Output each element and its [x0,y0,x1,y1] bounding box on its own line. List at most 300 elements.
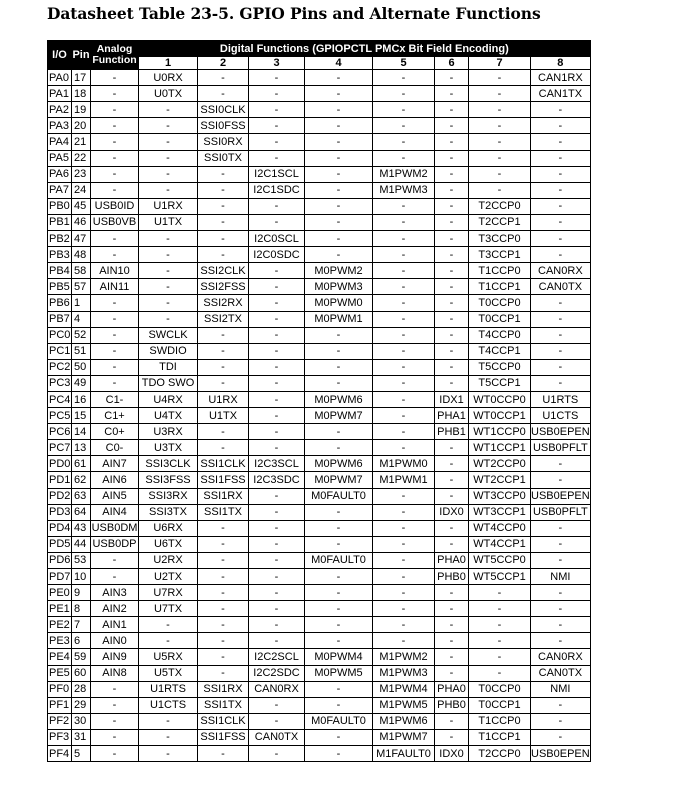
cell-func-6: - [435,102,469,118]
cell-func-8: - [531,327,591,343]
cell-func-8: - [531,247,591,263]
cell-func-4: - [305,150,373,166]
cell-io-name: PB3 [48,247,72,263]
table-row [48,134,591,150]
cell-analog-function: - [91,375,139,391]
cell-func-8: - [531,359,591,375]
cell-func-5: - [373,424,435,440]
cell-func-3: - [249,102,305,118]
cell-io-name: PE3 [48,633,72,649]
cell-func-2: SSI0FSS [198,118,249,134]
cell-func-7: WT5CCP0 [469,552,531,568]
header-col-1: 1 [139,57,198,70]
cell-func-1: - [139,247,198,263]
cell-io-name: PB0 [48,198,72,214]
cell-io-name: PD6 [48,552,72,568]
cell-analog-function: - [91,327,139,343]
cell-func-3: - [249,375,305,391]
cell-func-6: - [435,729,469,745]
cell-func-4: - [305,86,373,102]
table-row [48,166,591,182]
cell-func-1: - [139,746,198,762]
cell-func-1: U1RTS [139,681,198,697]
cell-analog-function: AIN5 [91,488,139,504]
cell-func-7: T2CCP0 [469,746,531,762]
cell-func-1: U1RX [139,198,198,214]
cell-func-6: PHA0 [435,552,469,568]
header-pin: Pin [72,41,91,70]
cell-func-1: U2TX [139,569,198,585]
cell-func-2: - [198,343,249,359]
cell-analog-function: AIN2 [91,601,139,617]
table-row [48,536,591,552]
cell-func-1: U3RX [139,424,198,440]
header-col-3: 3 [249,57,305,70]
cell-io-name: PF3 [48,729,72,745]
cell-func-3: - [249,263,305,279]
cell-analog-function: AIN9 [91,649,139,665]
cell-analog-function: AIN10 [91,263,139,279]
cell-pin-number: 53 [72,552,91,568]
cell-func-8: - [531,536,591,552]
cell-analog-function: USB0VB [91,214,139,230]
cell-func-3: - [249,440,305,456]
cell-func-3: I2C3SDC [249,472,305,488]
cell-pin-number: 23 [72,166,91,182]
cell-func-2: SSI1FSS [198,472,249,488]
cell-func-5: - [373,569,435,585]
cell-func-7: - [469,601,531,617]
cell-pin-number: 17 [72,70,91,86]
cell-func-2: - [198,520,249,536]
cell-func-2: - [198,86,249,102]
cell-func-5: - [373,359,435,375]
cell-pin-number: 4 [72,311,91,327]
table-row [48,214,591,230]
cell-func-8: - [531,617,591,633]
table-row [48,713,591,729]
cell-func-8: CAN0TX [531,665,591,681]
cell-func-6: - [435,166,469,182]
cell-func-4: - [305,746,373,762]
table-row [48,585,591,601]
table-row [48,343,591,359]
cell-io-name: PC6 [48,424,72,440]
cell-func-2: SSI1RX [198,488,249,504]
cell-io-name: PB2 [48,231,72,247]
cell-func-8: - [531,182,591,198]
cell-func-4: M0PWM7 [305,408,373,424]
cell-pin-number: 13 [72,440,91,456]
cell-func-1: U6RX [139,520,198,536]
cell-pin-number: 29 [72,697,91,713]
cell-func-6: - [435,247,469,263]
cell-func-7: T0CCP1 [469,311,531,327]
cell-func-6: - [435,617,469,633]
cell-func-5: - [373,327,435,343]
cell-func-2: SSI0CLK [198,102,249,118]
cell-func-1: U5TX [139,665,198,681]
cell-func-2: SSI2CLK [198,263,249,279]
cell-func-8: - [531,729,591,745]
cell-func-6: - [435,472,469,488]
header-col-5: 5 [373,57,435,70]
cell-func-6: IDX0 [435,504,469,520]
cell-func-7: WT1CCP0 [469,424,531,440]
cell-func-4: M0FAULT0 [305,552,373,568]
cell-func-2: - [198,633,249,649]
cell-analog-function: - [91,729,139,745]
cell-func-8: NMI [531,569,591,585]
cell-func-8: USB0EPEN [531,488,591,504]
table-row [48,375,591,391]
cell-func-4: - [305,601,373,617]
cell-func-4: - [305,504,373,520]
cell-func-1: SSI3TX [139,504,198,520]
cell-func-7: WT0CCP1 [469,408,531,424]
cell-func-4: - [305,102,373,118]
cell-func-7: T2CCP1 [469,214,531,230]
cell-func-4: - [305,536,373,552]
cell-pin-number: 9 [72,585,91,601]
cell-func-2: U1TX [198,408,249,424]
cell-analog-function: C1+ [91,408,139,424]
cell-func-3: I2C1SDC [249,182,305,198]
cell-func-6: - [435,231,469,247]
cell-func-5: - [373,134,435,150]
cell-func-7: - [469,118,531,134]
cell-func-4: - [305,440,373,456]
cell-func-5: - [373,150,435,166]
cell-func-7: - [469,633,531,649]
cell-func-3: - [249,424,305,440]
cell-io-name: PD0 [48,456,72,472]
cell-pin-number: 10 [72,569,91,585]
cell-func-6: - [435,440,469,456]
cell-io-name: PC4 [48,391,72,407]
cell-func-3: - [249,520,305,536]
cell-func-6: - [435,456,469,472]
cell-func-6: - [435,359,469,375]
cell-func-7: - [469,585,531,601]
cell-func-6: - [435,665,469,681]
cell-func-7: WT2CCP1 [469,472,531,488]
cell-analog-function: - [91,118,139,134]
cell-analog-function: - [91,86,139,102]
cell-func-8: - [531,697,591,713]
cell-func-8: CAN1TX [531,86,591,102]
cell-func-4: - [305,198,373,214]
cell-func-7: WT2CCP0 [469,456,531,472]
cell-func-2: SSI2RX [198,295,249,311]
cell-analog-function: - [91,552,139,568]
cell-io-name: PD4 [48,520,72,536]
cell-func-1: SSI3CLK [139,456,198,472]
cell-func-8: - [531,601,591,617]
cell-analog-function: - [91,746,139,762]
cell-func-3: - [249,134,305,150]
cell-func-5: - [373,601,435,617]
cell-func-4: - [305,520,373,536]
table-row [48,617,591,633]
cell-func-6: - [435,70,469,86]
cell-analog-function: AIN1 [91,617,139,633]
cell-func-6: - [435,86,469,102]
cell-func-5: - [373,375,435,391]
cell-pin-number: 30 [72,713,91,729]
cell-func-8: - [531,472,591,488]
table-row [48,601,591,617]
cell-func-6: - [435,150,469,166]
cell-func-4: - [305,729,373,745]
cell-func-7: T5CCP0 [469,359,531,375]
cell-func-6: - [435,182,469,198]
cell-func-5: - [373,231,435,247]
cell-pin-number: 19 [72,102,91,118]
cell-func-6: - [435,633,469,649]
cell-func-3: I2C0SDC [249,247,305,263]
table-row [48,552,591,568]
cell-func-5: - [373,488,435,504]
cell-io-name: PF2 [48,713,72,729]
cell-func-4: - [305,70,373,86]
cell-func-3: CAN0RX [249,681,305,697]
cell-func-5: - [373,617,435,633]
cell-func-5: M1PWM6 [373,713,435,729]
cell-func-2: SSI0TX [198,150,249,166]
cell-func-1: SWDIO [139,343,198,359]
cell-func-7: T1CCP0 [469,713,531,729]
cell-pin-number: 28 [72,681,91,697]
table-row [48,440,591,456]
cell-func-4: M0PWM1 [305,311,373,327]
cell-func-8: - [531,118,591,134]
cell-func-3: I2C1SCL [249,166,305,182]
gpio-table [47,40,591,762]
cell-func-7: - [469,150,531,166]
cell-io-name: PA6 [48,166,72,182]
cell-io-name: PC0 [48,327,72,343]
cell-io-name: PE5 [48,665,72,681]
cell-func-4: - [305,681,373,697]
cell-func-2: - [198,375,249,391]
cell-func-1: - [139,263,198,279]
cell-func-7: T2CCP0 [469,198,531,214]
cell-func-8: CAN0RX [531,649,591,665]
cell-func-4: - [305,585,373,601]
cell-io-name: PE4 [48,649,72,665]
cell-func-4: - [305,697,373,713]
cell-func-5: M1PWM0 [373,456,435,472]
cell-func-3: - [249,585,305,601]
cell-func-8: CAN0TX [531,279,591,295]
cell-func-8: - [531,102,591,118]
cell-func-3: CAN0TX [249,729,305,745]
cell-func-5: M1PWM3 [373,182,435,198]
cell-func-4: M0PWM5 [305,665,373,681]
cell-analog-function: AIN0 [91,633,139,649]
cell-func-8: USB0EPEN [531,746,591,762]
cell-func-6: - [435,295,469,311]
cell-analog-function: - [91,569,139,585]
cell-func-1: - [139,617,198,633]
table-row [48,311,591,327]
cell-func-6: IDX0 [435,746,469,762]
cell-analog-function: AIN4 [91,504,139,520]
cell-func-1: - [139,150,198,166]
cell-func-5: - [373,279,435,295]
cell-func-2: SSI2FSS [198,279,249,295]
cell-func-2: - [198,569,249,585]
cell-func-4: - [305,247,373,263]
cell-io-name: PA0 [48,70,72,86]
cell-pin-number: 48 [72,247,91,263]
cell-func-3: - [249,601,305,617]
cell-func-5: - [373,440,435,456]
header-col-6: 6 [435,57,469,70]
cell-func-5: M1PWM4 [373,681,435,697]
cell-func-3: I2C0SCL [249,231,305,247]
cell-func-8: U1CTS [531,408,591,424]
table-row [48,70,591,86]
cell-func-5: - [373,86,435,102]
cell-func-2: - [198,166,249,182]
cell-func-3: - [249,327,305,343]
cell-func-7: T4CCP1 [469,343,531,359]
cell-func-7: T0CCP0 [469,681,531,697]
cell-func-5: - [373,504,435,520]
cell-func-3: - [249,569,305,585]
cell-func-6: PHA0 [435,681,469,697]
cell-func-6: - [435,520,469,536]
cell-func-5: - [373,536,435,552]
cell-func-4: M0FAULT0 [305,488,373,504]
cell-func-1: SSI3RX [139,488,198,504]
cell-func-3: - [249,408,305,424]
cell-func-4: - [305,134,373,150]
cell-pin-number: 62 [72,472,91,488]
cell-func-2: - [198,585,249,601]
cell-func-1: U5RX [139,649,198,665]
cell-analog-function: - [91,359,139,375]
cell-analog-function: USB0DM [91,520,139,536]
cell-func-3: I2C3SCL [249,456,305,472]
cell-func-3: - [249,359,305,375]
table-row [48,408,591,424]
cell-func-1: - [139,633,198,649]
cell-func-8: USB0EPEN [531,424,591,440]
cell-func-8: - [531,520,591,536]
table-row [48,729,591,745]
cell-func-8: - [531,375,591,391]
cell-pin-number: 44 [72,536,91,552]
cell-func-4: M0PWM4 [305,649,373,665]
cell-func-5: - [373,633,435,649]
cell-func-2: - [198,214,249,230]
cell-func-3: - [249,746,305,762]
cell-func-8: USB0PFLT [531,504,591,520]
cell-func-7: T1CCP1 [469,729,531,745]
header-analog-function: Analog Function [91,41,139,70]
cell-func-3: - [249,311,305,327]
cell-io-name: PE0 [48,585,72,601]
table-row [48,569,591,585]
cell-func-7: WT3CCP0 [469,488,531,504]
cell-func-7: - [469,134,531,150]
cell-func-4: - [305,327,373,343]
header-col-4: 4 [305,57,373,70]
cell-io-name: PC7 [48,440,72,456]
cell-func-7: - [469,182,531,198]
cell-func-1: U6TX [139,536,198,552]
cell-func-7: T5CCP1 [469,375,531,391]
cell-func-4: M0PWM3 [305,279,373,295]
cell-io-name: PC2 [48,359,72,375]
cell-func-1: - [139,182,198,198]
cell-func-5: - [373,198,435,214]
cell-analog-function: - [91,70,139,86]
cell-func-8: USB0PFLT [531,440,591,456]
cell-func-1: U4TX [139,408,198,424]
cell-func-6: - [435,311,469,327]
cell-func-2: SSI0RX [198,134,249,150]
cell-analog-function: C0+ [91,424,139,440]
cell-pin-number: 18 [72,86,91,102]
cell-func-2: SSI1TX [198,504,249,520]
cell-pin-number: 64 [72,504,91,520]
cell-io-name: PA7 [48,182,72,198]
cell-func-1: TDI [139,359,198,375]
cell-pin-number: 59 [72,649,91,665]
cell-func-2: U1RX [198,391,249,407]
cell-func-3: - [249,118,305,134]
cell-func-4: - [305,166,373,182]
cell-func-5: - [373,247,435,263]
cell-func-5: M1PWM2 [373,649,435,665]
cell-func-5: M1PWM1 [373,472,435,488]
cell-func-8: - [531,214,591,230]
cell-func-7: T1CCP0 [469,263,531,279]
cell-func-1: U3TX [139,440,198,456]
cell-func-2: - [198,601,249,617]
cell-io-name: PD7 [48,569,72,585]
cell-func-5: - [373,295,435,311]
cell-func-5: - [373,343,435,359]
cell-func-7: WT0CCP0 [469,391,531,407]
cell-io-name: PC1 [48,343,72,359]
cell-pin-number: 22 [72,150,91,166]
table-row [48,118,591,134]
cell-func-1: - [139,713,198,729]
cell-func-2: - [198,536,249,552]
cell-pin-number: 6 [72,633,91,649]
cell-func-2: - [198,649,249,665]
cell-io-name: PD2 [48,488,72,504]
cell-func-8: - [531,713,591,729]
cell-func-7: - [469,617,531,633]
cell-func-3: - [249,713,305,729]
cell-func-3: - [249,295,305,311]
cell-analog-function: AIN8 [91,665,139,681]
table-row [48,198,591,214]
cell-func-6: - [435,263,469,279]
cell-func-5: - [373,118,435,134]
cell-io-name: PC3 [48,375,72,391]
cell-func-6: - [435,375,469,391]
cell-pin-number: 45 [72,198,91,214]
cell-func-8: CAN0RX [531,263,591,279]
table-row [48,295,591,311]
